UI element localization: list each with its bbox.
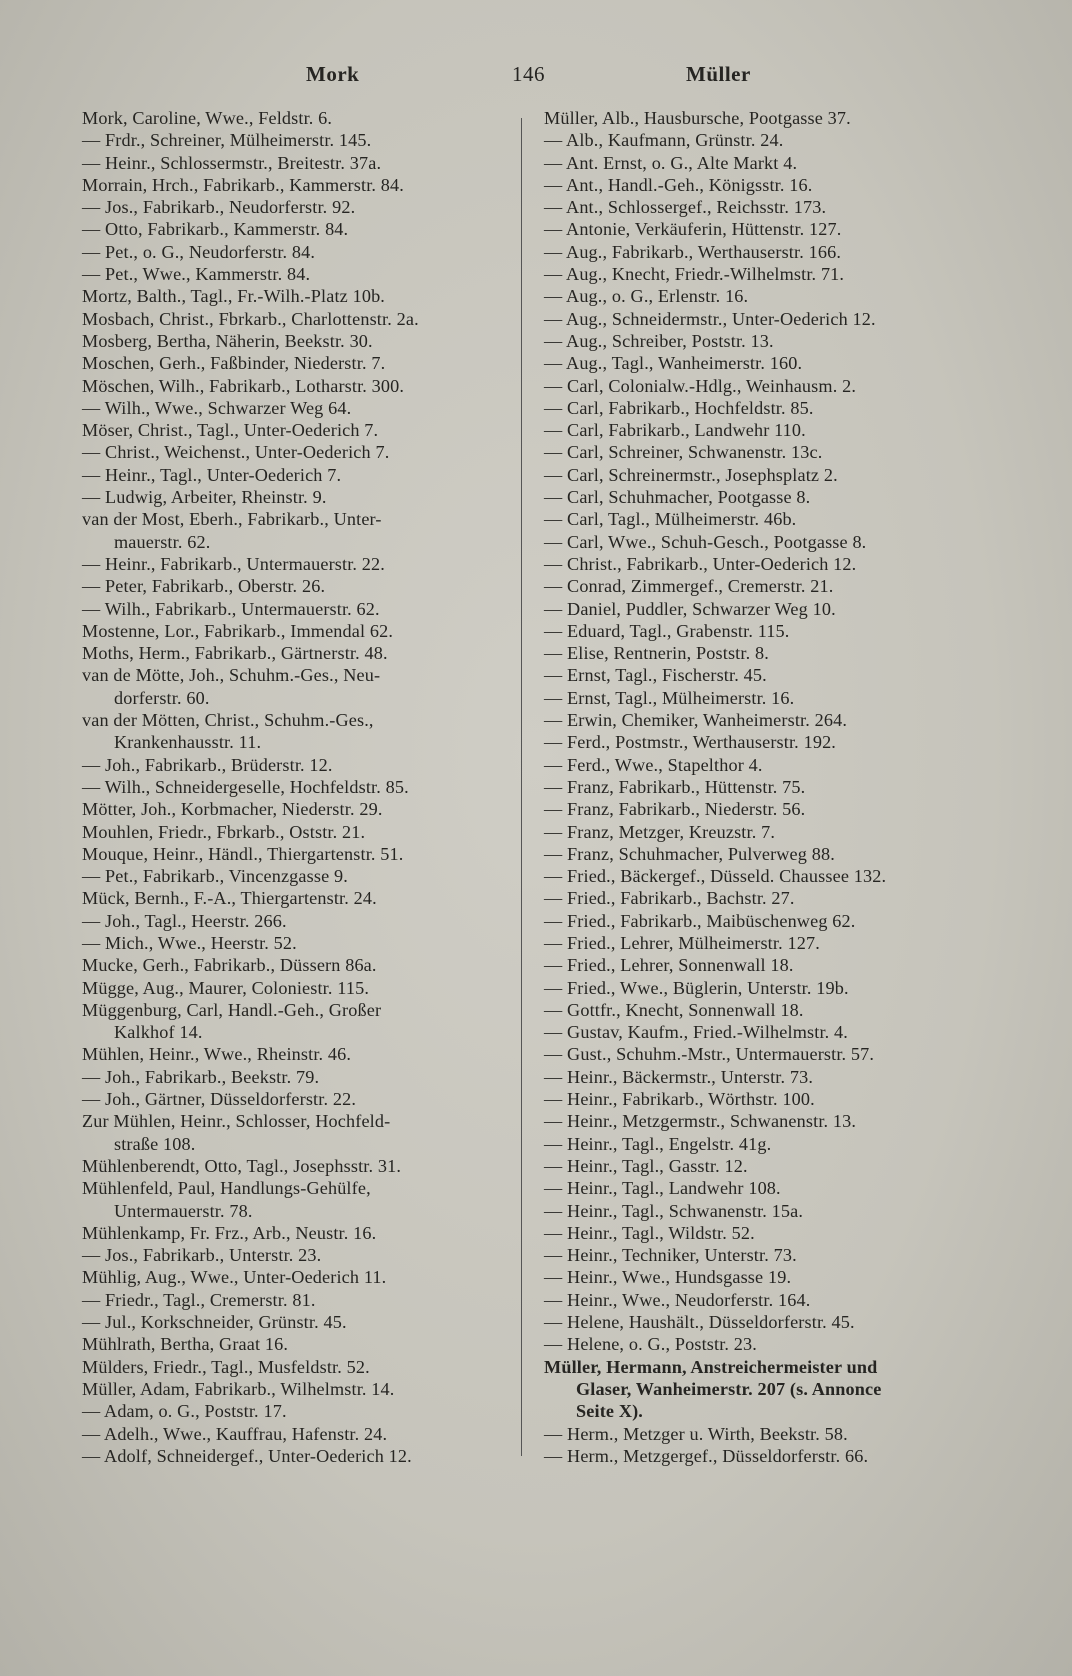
directory-entry-line: — Heinr., Tagl., Wildstr. 52. bbox=[544, 1222, 755, 1243]
directory-entry-line: — Carl, Tagl., Mülheimerstr. 46b. bbox=[544, 509, 797, 530]
directory-entry-line: Zur Mühlen, Heinr., Schlosser, Hochfeld- bbox=[82, 1111, 391, 1132]
directory-entry-line: Mork, Caroline, Wwe., Feldstr. 6. bbox=[82, 108, 333, 128]
directory-entry-line: — Ferd., Postmstr., Werthauserstr. 192. bbox=[544, 732, 837, 753]
directory-entry-line: — Adelh., Wwe., Kauffrau, Hafenstr. 24. bbox=[82, 1423, 388, 1444]
directory-entry-line: — Heinr., Fabrikarb., Wörthstr. 100. bbox=[544, 1089, 815, 1110]
directory-entry-line: Möser, Christ., Tagl., Unter-Oederich 7. bbox=[82, 420, 379, 441]
directory-entry-line: — Joh., Tagl., Heerstr. 266. bbox=[82, 910, 287, 931]
directory-entry-line: — Ludwig, Arbeiter, Rheinstr. 9. bbox=[82, 487, 327, 508]
directory-entry-line: — Eduard, Tagl., Grabenstr. 115. bbox=[544, 620, 790, 641]
directory-entry-line: — Herm., Metzger u. Wirth, Beekstr. 58. bbox=[544, 1423, 848, 1444]
page-number: 146 bbox=[512, 62, 545, 86]
directory-entry-line: — Gustav, Kaufm., Fried.-Wilhelmstr. 4. bbox=[544, 1022, 848, 1043]
directory-entry-line: — Heinr., Tagl., Landwehr 108. bbox=[544, 1178, 781, 1199]
directory-entry-line: — Adam, o. G., Poststr. 17. bbox=[82, 1401, 287, 1422]
header-right-keyword: Müller bbox=[686, 62, 751, 86]
directory-entry-line: Kalkhof 14. bbox=[114, 1022, 203, 1043]
directory-entry-line: Mortz, Balth., Tagl., Fr.-Wilh.-Platz 10b. bbox=[82, 286, 386, 307]
directory-entry-line: — Heinr., Wwe., Hundsgasse 19. bbox=[544, 1267, 792, 1288]
directory-entry-line: Moths, Herm., Fabrikarb., Gärtnerstr. 48. bbox=[82, 643, 388, 664]
directory-entry-line: dorferstr. 60. bbox=[114, 687, 210, 708]
directory-entry-line: — Heinr., Tagl., Gasstr. 12. bbox=[544, 1155, 748, 1176]
directory-entry-line: — Helene, o. G., Poststr. 23. bbox=[544, 1334, 757, 1355]
directory-entry-line: — Ernst, Tagl., Mülheimerstr. 16. bbox=[544, 687, 795, 708]
directory-entry-line: — Pet., Fabrikarb., Vincenzgasse 9. bbox=[82, 866, 348, 887]
directory-entry-line: Mouque, Heinr., Händl., Thiergartenstr. 51. bbox=[82, 843, 404, 864]
directory-entry-line: — Aug., Tagl., Wanheimerstr. 160. bbox=[544, 353, 803, 374]
directory-entry-line: Mühlenfeld, Paul, Handlungs-Gehülfe, bbox=[82, 1178, 371, 1199]
directory-entry-line: — Heinr., Tagl., Schwanenstr. 15a. bbox=[544, 1200, 804, 1221]
directory-entry-line: — Heinr., Wwe., Neudorferstr. 164. bbox=[544, 1289, 811, 1310]
directory-entry-line: — Peter, Fabrikarb., Oberstr. 26. bbox=[82, 576, 326, 597]
directory-entry-line: Möschen, Wilh., Fabrikarb., Lotharstr. 300. bbox=[82, 375, 405, 396]
directory-entry-line: — Ferd., Wwe., Stapelthor 4. bbox=[544, 754, 763, 775]
directory-entry-line: — Fried., Bäckergef., Düsseld. Chaussee 132. bbox=[544, 866, 887, 887]
directory-entry-line: — Heinr., Schlossermstr., Breitestr. 37a. bbox=[82, 152, 382, 173]
directory-entry-line: — Fried., Fabrikarb., Bachstr. 27. bbox=[544, 888, 795, 909]
directory-entry-line: Mostenne, Lor., Fabrikarb., Immendal 62. bbox=[82, 620, 394, 641]
directory-entry-line: Krankenhausstr. 11. bbox=[114, 732, 262, 753]
directory-entry-line: — Herm., Metzgergef., Düsseldorferstr. 66. bbox=[544, 1445, 869, 1466]
directory-entry-line: — Aug., Fabrikarb., Werthauserstr. 166. bbox=[544, 241, 842, 262]
directory-entry-line: — Franz, Fabrikarb., Niederstr. 56. bbox=[544, 799, 806, 820]
directory-entry-line: — Aug., Schneidermstr., Unter-Oederich 12. bbox=[544, 308, 876, 329]
directory-entry-line: — Wilh., Fabrikarb., Untermauerstr. 62. bbox=[82, 598, 380, 619]
directory-entry-line: Mühlenberendt, Otto, Tagl., Josephsstr. 31. bbox=[82, 1155, 402, 1176]
right-column bbox=[544, 107, 964, 1467]
directory-entry-line: Mouhlen, Friedr., Fbrkarb., Oststr. 21. bbox=[82, 821, 366, 842]
directory-entry-line: straße 108. bbox=[114, 1133, 196, 1154]
directory-entry-line: Mötter, Joh., Korbmacher, Niederstr. 29. bbox=[82, 799, 383, 820]
directory-entry-line: Glaser, Wanheimerstr. 207 (s. Annonce bbox=[576, 1378, 882, 1399]
directory-entry-line: Mück, Bernh., F.-A., Thiergartenstr. 24. bbox=[82, 888, 377, 909]
directory-entry-line: — Gottfr., Knecht, Sonnenwall 18. bbox=[544, 999, 804, 1020]
directory-entry-line: — Joh., Fabrikarb., Beekstr. 79. bbox=[82, 1066, 320, 1087]
directory-entry-line: — Carl, Schreinermstr., Josephsplatz 2. bbox=[544, 464, 838, 485]
directory-entry-line: Mühlen, Heinr., Wwe., Rheinstr. 46. bbox=[82, 1044, 352, 1065]
directory-entry-line: — Fried., Wwe., Büglerin, Unterstr. 19b. bbox=[544, 977, 849, 998]
directory-entry-line: Müller, Hermann, Anstreichermeister und bbox=[544, 1356, 878, 1377]
directory-entry-line: Müggenburg, Carl, Handl.-Geh., Großer bbox=[82, 999, 382, 1020]
directory-entry-line: — Heinr., Fabrikarb., Untermauerstr. 22. bbox=[82, 553, 385, 574]
directory-entry-line: — Elise, Rentnerin, Poststr. 8. bbox=[544, 643, 769, 664]
directory-entry-line: Mucke, Gerh., Fabrikarb., Düssern 86a. bbox=[82, 955, 377, 976]
header-left-keyword: Mork bbox=[306, 62, 360, 86]
directory-entry-line: Morrain, Hrch., Fabrikarb., Kammerstr. 84. bbox=[82, 174, 404, 195]
directory-entry-line: — Antonie, Verkäuferin, Hüttenstr. 127. bbox=[544, 219, 842, 240]
directory-entry-line: — Ant., Schlossergef., Reichsstr. 173. bbox=[544, 197, 827, 218]
directory-entry-line: — Fried., Lehrer, Mülheimerstr. 127. bbox=[544, 932, 820, 953]
directory-entry-line: — Carl, Colonialw.-Hdlg., Weinhausm. 2. bbox=[544, 375, 857, 396]
left-column bbox=[82, 107, 502, 1467]
directory-entry-line: — Fried., Fabrikarb., Maibüschenweg 62. bbox=[544, 910, 856, 931]
directory-entry-line: Untermauerstr. 78. bbox=[114, 1200, 253, 1221]
directory-entry-line: — Carl, Fabrikarb., Landwehr 110. bbox=[544, 420, 806, 441]
directory-entry-line: van der Mötten, Christ., Schuhm.-Ges., bbox=[82, 710, 374, 731]
directory-entry-line: — Carl, Schreiner, Schwanenstr. 13c. bbox=[544, 442, 823, 463]
directory-entry-line: — Adolf, Schneidergef., Unter-Oederich 12. bbox=[82, 1445, 412, 1466]
directory-entry-line: — Jos., Fabrikarb., Neudorferstr. 92. bbox=[82, 197, 356, 218]
directory-entry-line: — Wilh., Wwe., Schwarzer Weg 64. bbox=[82, 397, 352, 418]
directory-entry-line: — Jos., Fabrikarb., Unterstr. 23. bbox=[82, 1245, 322, 1266]
directory-entry-line: — Frdr., Schreiner, Mülheimerstr. 145. bbox=[82, 130, 372, 151]
directory-entry-line: — Carl, Wwe., Schuh-Gesch., Pootgasse 8. bbox=[544, 531, 867, 552]
directory-entry-line: — Pet., o. G., Neudorferstr. 84. bbox=[82, 241, 316, 262]
directory-entry-line: — Heinr., Tagl., Engelstr. 41g. bbox=[544, 1133, 772, 1154]
directory-entry-line: — Fried., Lehrer, Sonnenwall 18. bbox=[544, 955, 794, 976]
directory-entry-line: — Franz, Metzger, Kreuzstr. 7. bbox=[544, 821, 776, 842]
directory-entry-line: Mügge, Aug., Maurer, Coloniestr. 115. bbox=[82, 977, 370, 998]
directory-entry-line: — Carl, Schuhmacher, Pootgasse 8. bbox=[544, 487, 811, 508]
directory-entry-line: — Carl, Fabrikarb., Hochfeldstr. 85. bbox=[544, 397, 814, 418]
directory-entry-line: — Ant., Handl.-Geh., Königsstr. 16. bbox=[544, 174, 813, 195]
directory-entry-line: — Daniel, Puddler, Schwarzer Weg 10. bbox=[544, 598, 836, 619]
directory-entry-line: Moschen, Gerh., Faßbinder, Niederstr. 7. bbox=[82, 353, 386, 374]
column-divider bbox=[521, 118, 522, 1456]
directory-entry-line: Mühlenkamp, Fr. Frz., Arb., Neustr. 16. bbox=[82, 1222, 377, 1243]
directory-entry-line: — Joh., Gärtner, Düsseldorferstr. 22. bbox=[82, 1089, 357, 1110]
directory-entry-line: — Wilh., Schneidergeselle, Hochfeldstr. 85. bbox=[82, 776, 409, 797]
directory-entry-line: van der Most, Eberh., Fabrikarb., Unter- bbox=[82, 509, 382, 530]
directory-entry-line: — Conrad, Zimmergef., Cremerstr. 21. bbox=[544, 576, 834, 597]
directory-entry-line: — Gust., Schuhm.-Mstr., Untermauerstr. 57. bbox=[544, 1044, 875, 1065]
directory-entry-line: — Ernst, Tagl., Fischerstr. 45. bbox=[544, 665, 767, 686]
directory-entry-line: van de Mötte, Joh., Schuhm.-Ges., Neu- bbox=[82, 665, 381, 686]
directory-entry-line: Müller, Adam, Fabrikarb., Wilhelmstr. 14. bbox=[82, 1378, 395, 1399]
directory-entry-line: — Alb., Kaufmann, Grünstr. 24. bbox=[544, 130, 784, 151]
directory-entry-line: Seite X). bbox=[576, 1401, 644, 1422]
directory-entry-line: Mühlig, Aug., Wwe., Unter-Oederich 11. bbox=[82, 1267, 387, 1288]
directory-entry-line: — Franz, Fabrikarb., Hüttenstr. 75. bbox=[544, 776, 806, 797]
directory-entry-line: — Aug., o. G., Erlenstr. 16. bbox=[544, 286, 749, 307]
directory-entry-line: — Heinr., Bäckermstr., Unterstr. 73. bbox=[544, 1066, 814, 1087]
directory-entry-line: — Helene, Haushält., Düsseldorferstr. 45. bbox=[544, 1312, 855, 1333]
directory-entry-line: Mühlrath, Bertha, Graat 16. bbox=[82, 1334, 289, 1355]
directory-entry-line: Mosberg, Bertha, Näherin, Beekstr. 30. bbox=[82, 330, 373, 351]
directory-entry-line: — Jul., Korkschneider, Grünstr. 45. bbox=[82, 1312, 347, 1333]
directory-entry-line: — Ant. Ernst, o. G., Alte Markt 4. bbox=[544, 152, 798, 173]
directory-entry-line: — Mich., Wwe., Heerstr. 52. bbox=[82, 932, 297, 953]
directory-entry-line: Mülders, Friedr., Tagl., Musfeldstr. 52. bbox=[82, 1356, 370, 1377]
directory-entry-line: — Christ., Fabrikarb., Unter-Oederich 12. bbox=[544, 553, 857, 574]
directory-entry-line: — Friedr., Tagl., Cremerstr. 81. bbox=[82, 1289, 316, 1310]
directory-entry-line: Müller, Alb., Hausbursche, Pootgasse 37. bbox=[544, 108, 851, 128]
directory-entry-line: — Franz, Schuhmacher, Pulverweg 88. bbox=[544, 843, 835, 864]
directory-entry-line: — Aug., Schreiber, Poststr. 13. bbox=[544, 330, 774, 351]
directory-entry-line: Mosbach, Christ., Fbrkarb., Charlottenstr. 2a. bbox=[82, 308, 419, 329]
directory-entry-line: — Erwin, Chemiker, Wanheimerstr. 264. bbox=[544, 710, 848, 731]
directory-entry-line: — Aug., Knecht, Friedr.-Wilhelmstr. 71. bbox=[544, 264, 845, 285]
directory-entry-line: — Heinr., Metzgermstr., Schwanenstr. 13. bbox=[544, 1111, 857, 1132]
directory-entry-line: mauerstr. 62. bbox=[114, 531, 211, 552]
directory-entry-line: — Otto, Fabrikarb., Kammerstr. 84. bbox=[82, 219, 349, 240]
directory-entry-line: — Christ., Weichenst., Unter-Oederich 7. bbox=[82, 442, 390, 463]
directory-entry-line: — Joh., Fabrikarb., Brüderstr. 12. bbox=[82, 754, 333, 775]
directory-entry-line: — Heinr., Techniker, Unterstr. 73. bbox=[544, 1245, 797, 1266]
directory-entry-line: — Heinr., Tagl., Unter-Oederich 7. bbox=[82, 464, 342, 485]
directory-entry-line: — Pet., Wwe., Kammerstr. 84. bbox=[82, 264, 311, 285]
